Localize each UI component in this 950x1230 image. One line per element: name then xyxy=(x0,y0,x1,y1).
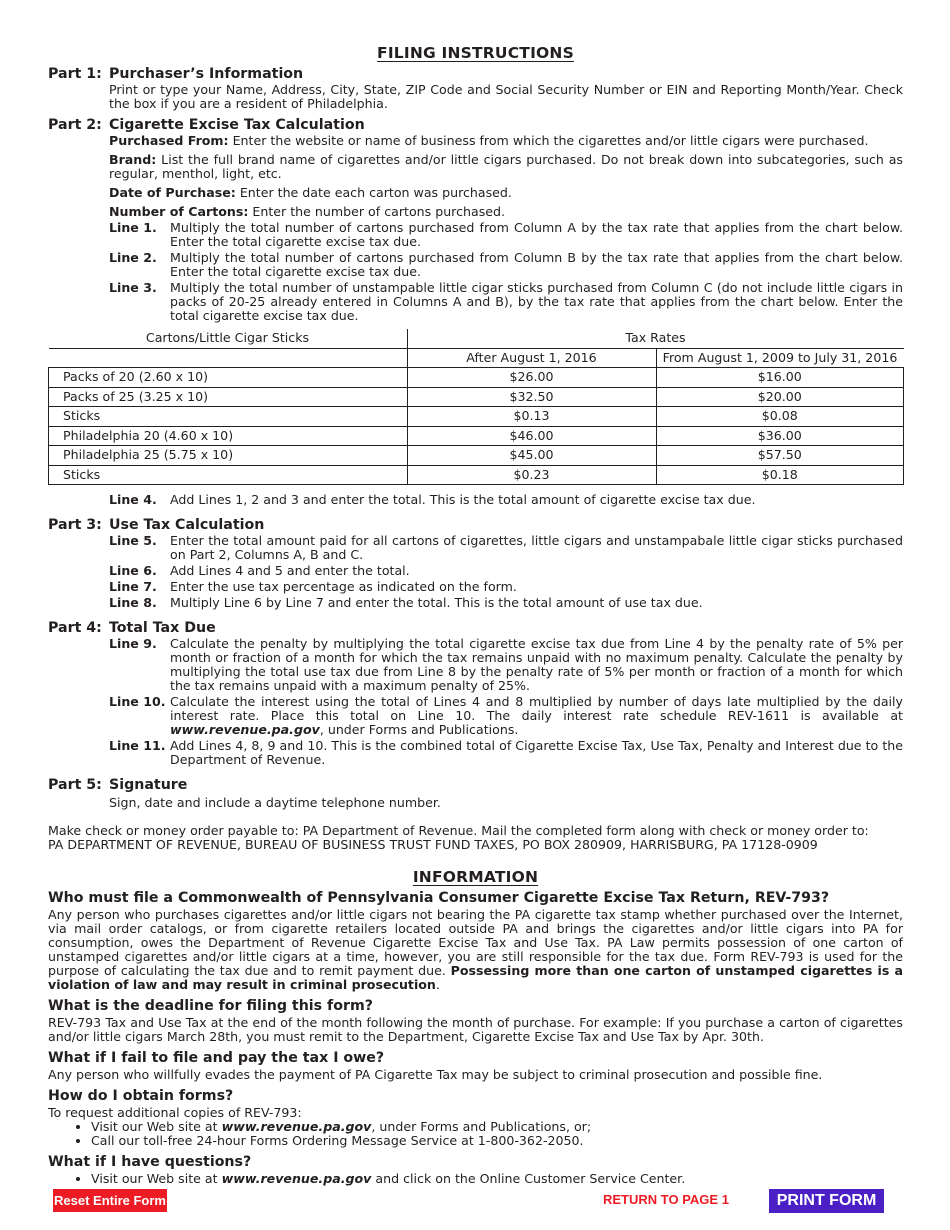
table-row xyxy=(49,446,904,466)
rate-item-cell: Sticks xyxy=(49,407,408,427)
rate-table-header-row xyxy=(49,329,904,348)
line10-text xyxy=(170,695,903,737)
line11-text: Add Lines 4, 8, 9 and 10. This is the combined total of Cigarette Excise Tax, Use Tax, Penalty and Interest due to the Department of Revenue. xyxy=(170,738,903,767)
line4-text: Add Lines 1, 2 and 3 and enter the total. This is the total amount of cigarette excise tax due. xyxy=(170,492,756,507)
purchased-from-text: Enter the website or name of business from which the cigarettes and/or little cigars were purchased. xyxy=(228,133,869,148)
bullet-text-pre: Visit our Web site at xyxy=(91,1119,222,1134)
faq-who-must-file-question: Who must file a Commonwealth of Pennsylvania Consumer Cigarette Excise Tax Return, REV-793? xyxy=(48,890,830,906)
rate-after-2016-cell: $0.23 xyxy=(407,465,656,485)
table-row xyxy=(49,407,904,427)
part3-heading xyxy=(48,517,903,534)
rate-table-subheader-row xyxy=(49,348,904,368)
tax-rates-header: Tax Rates xyxy=(407,329,904,348)
purchased-from-label: Purchased From: xyxy=(109,133,229,148)
questions-list xyxy=(48,1172,903,1186)
line5-instruction xyxy=(109,534,903,562)
list-item xyxy=(91,1172,903,1186)
filing-instructions-title: FILING INSTRUCTIONS xyxy=(377,44,574,62)
line4-instruction xyxy=(109,493,903,507)
rate-item-cell: Packs of 25 (3.25 x 10) xyxy=(49,387,408,407)
faq-who-must-file-end: . xyxy=(435,977,440,992)
faq-who-must-file-answer xyxy=(48,908,903,992)
rate-after-2016-cell: $32.50 xyxy=(407,387,656,407)
rate-after-2016-cell: $26.00 xyxy=(407,368,656,388)
part5-title: Signature xyxy=(109,777,188,793)
table-row xyxy=(49,387,904,407)
rate-item-cell: Philadelphia 25 (5.75 x 10) xyxy=(49,446,408,466)
line10-label: Line 10. xyxy=(109,694,166,709)
part4-heading xyxy=(48,620,903,637)
rate-after-2016-cell: $46.00 xyxy=(407,426,656,446)
part4-title: Total Tax Due xyxy=(109,620,216,636)
line7-label: Line 7. xyxy=(109,579,157,594)
obtain-forms-list xyxy=(48,1120,903,1148)
brand-text: List the full brand name of cigarettes and/or little cigars purchased. Do not break down into subcategories, such as regular, menthol, light, etc. xyxy=(109,152,903,181)
line4-label: Line 4. xyxy=(109,492,157,507)
faq-deadline-question: What is the deadline for filing this form? xyxy=(48,998,373,1014)
part2-title: Cigarette Excise Tax Calculation xyxy=(109,117,365,133)
part1-heading xyxy=(48,66,903,83)
part5-heading xyxy=(48,777,903,794)
faq-deadline-answer: REV-793 Tax and Use Tax at the end of the month following the month of purchase. For example: If you purchase a carton of cigarettes and/or little cigars March 28th, you must remit to the Department, Cigarette Excise Tax and Use Tax by Apr. 30th. xyxy=(48,1015,903,1044)
line6-instruction xyxy=(109,564,903,578)
line1-instruction xyxy=(109,221,903,249)
part1-title: Purchaser’s Information xyxy=(109,66,304,82)
revenue-website-link[interactable]: www.revenue.pa.gov xyxy=(221,1119,372,1134)
cartons-instruction xyxy=(109,205,903,219)
part2-number: Part 2: xyxy=(48,117,102,133)
brand-instruction xyxy=(109,153,903,181)
rate-before-2016-cell: $16.00 xyxy=(656,368,904,388)
line8-instruction xyxy=(109,596,903,610)
rate-item-cell: Sticks xyxy=(49,465,408,485)
rate-before-2016-cell: $0.08 xyxy=(656,407,904,427)
part4-number: Part 4: xyxy=(48,620,102,636)
line8-text: Multiply Line 6 by Line 7 and enter the total. This is the total amount of use tax due. xyxy=(170,595,703,610)
part3-title: Use Tax Calculation xyxy=(109,517,265,533)
line7-text: Enter the use tax percentage as indicated on the form. xyxy=(170,579,517,594)
faq-fail-to-file-answer: Any person who willfully evades the payment of PA Cigarette Tax may be subject to criminal prosecution and possible fine. xyxy=(48,1067,823,1082)
date-text: Enter the date each carton was purchased. xyxy=(235,185,512,200)
faq-who-must-file-text: Any person who purchases cigarettes and/or little cigars not bearing the PA cigarette tax stamp whether purchased over the Internet, via mail order catalogs, or from cigarette retailers located outside PA and brings the cigarettes and/or little cigars into PA for consumption, owes the Department of Revenue Cigarette Excise Tax and Use Tax. PA Law permits possession of one carton of unstamped cigarettes and/or little cigars at a time, however, you are still responsible for the tax due. Form REV-793 is used for the purpose of calculating the tax due and to remit payment due. xyxy=(48,907,903,978)
line8-label: Line 8. xyxy=(109,595,157,610)
part1-text: Print or type your Name, Address, City, State, ZIP Code and Social Security Number or EIN and Reporting Month/Year. Check the box if you are a resident of Philadelphia. xyxy=(109,82,903,111)
table-row xyxy=(49,368,904,388)
line1-label: Line 1. xyxy=(109,220,157,235)
rate-before-2016-cell: $36.00 xyxy=(656,426,904,446)
payment-instructions xyxy=(48,824,903,852)
line10-instruction xyxy=(109,695,903,737)
before-2016-header: From August 1, 2009 to July 31, 2016 xyxy=(656,348,904,368)
line1-text: Multiply the total number of cartons purchased from Column A by the tax rate that applies from the chart below. Enter the total cigarette excise tax due. xyxy=(170,220,903,249)
print-form-button[interactable]: PRINT FORM xyxy=(769,1189,884,1213)
rate-item-cell: Philadelphia 20 (4.60 x 10) xyxy=(49,426,408,446)
cartons-column-header: Cartons/Little Cigar Sticks xyxy=(49,329,408,348)
bullet-text-pre: Visit our Web site at xyxy=(91,1171,222,1186)
payment-address: PA DEPARTMENT OF REVENUE, BUREAU OF BUSINESS TRUST FUND TAXES, PO BOX 280909, HARRISBURG, PA 17128-0909 xyxy=(48,837,818,852)
list-item: • Call our toll-free 24-hour Forms Ordering Message Service at 1-800-362-2050. xyxy=(91,1134,903,1148)
bullet-text-post: and click on the Online Customer Service Center. xyxy=(371,1171,686,1186)
table-row xyxy=(49,426,904,446)
rate-after-2016-cell: $45.00 xyxy=(407,446,656,466)
rate-before-2016-cell: $0.18 xyxy=(656,465,904,485)
line2-instruction xyxy=(109,251,903,279)
line10-text-a: Calculate the interest using the total of Lines 4 and 8 multiplied by number of days late multiplied by the daily interest rate. Place this total on Line 10. The daily interest rate schedule REV-1611 is available at xyxy=(170,694,903,723)
line5-text: Enter the total amount paid for all cartons of cigarettes, little cigars and unstampabale little cigar sticks purchased on Part 2, Columns A, B and C. xyxy=(170,533,903,562)
after-2016-header: After August 1, 2016 xyxy=(407,348,656,368)
part1-number: Part 1: xyxy=(48,66,102,82)
payment-line1: Make check or money order payable to: PA Department of Revenue. Mail the completed form along with check or money order to: xyxy=(48,823,869,838)
cartons-text: Enter the number of cartons purchased. xyxy=(248,204,506,219)
date-instruction xyxy=(109,186,903,200)
faq-fail-to-file-question: What if I fail to file and pay the tax I owe? xyxy=(48,1050,385,1066)
information-title: INFORMATION xyxy=(412,868,539,886)
faq-obtain-forms-intro: To request additional copies of REV-793: xyxy=(48,1105,302,1120)
line3-instruction xyxy=(109,281,903,323)
faq-obtain-forms-question: How do I obtain forms? xyxy=(48,1088,234,1104)
table-row xyxy=(49,465,904,485)
reset-form-button[interactable]: Reset Entire Form xyxy=(53,1189,167,1212)
part3-number: Part 3: xyxy=(48,517,102,533)
line9-label: Line 9. xyxy=(109,636,157,651)
part2-heading xyxy=(48,117,903,134)
faq-questions-question: What if I have questions? xyxy=(48,1154,252,1170)
line2-label: Line 2. xyxy=(109,250,157,265)
line6-label: Line 6. xyxy=(109,563,157,578)
revenue-website-link[interactable]: www.revenue.pa.gov xyxy=(170,722,320,737)
faq-who-must-file-warning: Possessing more than one carton of unstamped cigarettes is a violation of law and may result in criminal prosecution xyxy=(48,963,903,992)
part5-text: Sign, date and include a daytime telephone number. xyxy=(109,795,441,810)
blank-header-cell xyxy=(49,348,408,368)
line5-label: Line 5. xyxy=(109,533,157,548)
line2-text: Multiply the total number of cartons purchased from Column B by the tax rate that applies from the chart below. Enter the total cigarette excise tax due. xyxy=(170,250,903,279)
instructions-page xyxy=(48,0,903,1186)
line7-instruction xyxy=(109,580,903,594)
rate-item-cell: Packs of 20 (2.60 x 10) xyxy=(49,368,408,388)
purchased-from-instruction xyxy=(109,134,903,148)
bullet-text-post: , under Forms and Publications, or; xyxy=(371,1119,592,1134)
revenue-website-link[interactable]: www.revenue.pa.gov xyxy=(221,1171,372,1186)
rate-table-body xyxy=(49,368,904,485)
part5-number: Part 5: xyxy=(48,777,102,793)
line9-text: Calculate the penalty by multiplying the total cigarette excise tax due from Line 4 by the penalty rate of 5% per month or fraction of a month for which the tax remains unpaid with no maximum penalty. Calculate the penalty by multiplying the total use tax due from Line 8 by the penalty rate of 5% per month or fraction of a month for which the tax remains unpaid with a maximum penalty of 25%. xyxy=(170,636,903,693)
tax-rate-table xyxy=(48,329,904,485)
rate-before-2016-cell: $20.00 xyxy=(656,387,904,407)
line3-text: Multiply the total number of unstampable little cigar sticks purchased from Column C (do not include little cigars in packs of 20-25 already entered in Columns A and B), by the tax rate that applies from the chart below. Enter the total cigarette excise tax due. xyxy=(170,280,903,323)
rate-before-2016-cell: $57.50 xyxy=(656,446,904,466)
rate-after-2016-cell: $0.13 xyxy=(407,407,656,427)
date-label: Date of Purchase: xyxy=(109,185,236,200)
line10-text-b: , under Forms and Publications. xyxy=(319,722,519,737)
line9-instruction xyxy=(109,637,903,693)
brand-label: Brand: xyxy=(109,152,157,167)
return-to-page1-link[interactable]: RETURN TO PAGE 1 xyxy=(603,1192,729,1207)
line11-instruction xyxy=(109,739,903,767)
line6-text: Add Lines 4 and 5 and enter the total. xyxy=(170,563,410,578)
line3-label: Line 3. xyxy=(109,280,157,295)
cartons-label: Number of Cartons: xyxy=(109,204,249,219)
list-item xyxy=(91,1120,903,1134)
line11-label: Line 11. xyxy=(109,738,166,753)
